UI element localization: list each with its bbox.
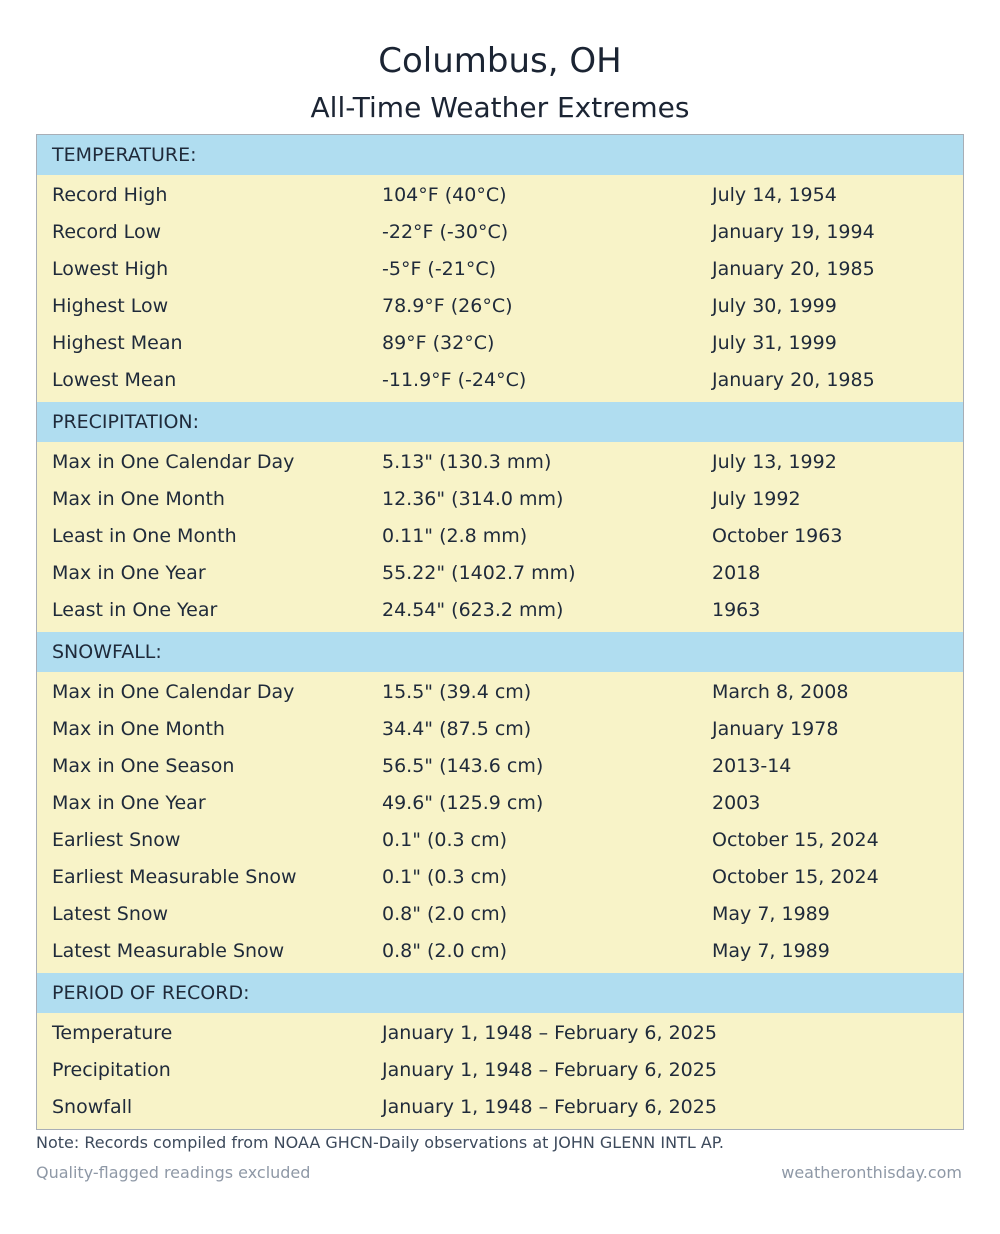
quality-note: Quality-flagged readings excluded <box>36 1163 311 1182</box>
record-label: Record High <box>52 184 168 206</box>
record-value: January 1, 1948 – February 6, 2025 <box>382 1059 717 1081</box>
record-label: Latest Measurable Snow <box>52 940 285 962</box>
record-date: January 1978 <box>712 718 839 740</box>
record-value: 12.36" (314.0 mm) <box>382 488 564 510</box>
section-header-snowfall: SNOWFALL: <box>37 632 963 672</box>
record-label: Earliest Snow <box>52 829 181 851</box>
record-date: 2013-14 <box>712 755 792 777</box>
table-row <box>37 711 963 748</box>
record-date: May 7, 1989 <box>712 903 830 925</box>
record-value: 0.1" (0.3 cm) <box>382 866 508 888</box>
record-label: Least in One Month <box>52 525 237 547</box>
table-row <box>37 785 963 822</box>
section-body-period-of-record <box>37 1013 963 1129</box>
table-row <box>37 362 963 399</box>
record-label: Max in One Calendar Day <box>52 681 295 703</box>
record-date: October 1963 <box>712 525 843 547</box>
section-header-temperature: TEMPERATURE: <box>37 135 963 175</box>
table-row <box>37 555 963 592</box>
table-row <box>37 933 963 970</box>
section-body-snowfall <box>37 672 963 973</box>
table-row <box>37 325 963 362</box>
record-value: -22°F (-30°C) <box>382 221 509 243</box>
record-value: -5°F (-21°C) <box>382 258 497 280</box>
table-row <box>37 1089 963 1126</box>
table-row <box>37 674 963 711</box>
record-date: March 8, 2008 <box>712 681 849 703</box>
record-date: 1963 <box>712 599 761 621</box>
record-label: Earliest Measurable Snow <box>52 866 297 888</box>
record-label: Max in One Year <box>52 562 206 584</box>
record-date: May 7, 1989 <box>712 940 830 962</box>
table-row <box>37 288 963 325</box>
record-value: 0.8" (2.0 cm) <box>382 940 508 962</box>
record-date: 2003 <box>712 792 761 814</box>
record-date: October 15, 2024 <box>712 866 879 888</box>
record-label: Max in One Calendar Day <box>52 451 295 473</box>
records-table <box>36 134 964 1130</box>
record-date: July 13, 1992 <box>712 451 837 473</box>
table-row <box>37 748 963 785</box>
section-header-period-of-record: PERIOD OF RECORD: <box>37 973 963 1013</box>
table-row <box>37 444 963 481</box>
record-value: 24.54" (623.2 mm) <box>382 599 564 621</box>
page-title: Columbus, OH <box>378 41 622 81</box>
section-header-precipitation: PRECIPITATION: <box>37 402 963 442</box>
record-label: Max in One Season <box>52 755 235 777</box>
record-date: July 30, 1999 <box>712 295 837 317</box>
table-row <box>37 822 963 859</box>
record-value: 49.6" (125.9 cm) <box>382 792 544 814</box>
record-value: 104°F (40°C) <box>382 184 507 206</box>
record-date: January 20, 1985 <box>712 258 875 280</box>
record-value: 78.9°F (26°C) <box>382 295 513 317</box>
table-row <box>37 592 963 629</box>
table-row <box>37 214 963 251</box>
record-value: 5.13" (130.3 mm) <box>382 451 552 473</box>
record-date: July 1992 <box>712 488 801 510</box>
site-credit: weatheronthisday.com <box>781 1163 962 1182</box>
record-label: Temperature <box>52 1022 173 1044</box>
record-label: Least in One Year <box>52 599 218 621</box>
table-row <box>37 896 963 933</box>
record-label: Lowest Mean <box>52 369 177 391</box>
page-subtitle: All-Time Weather Extremes <box>310 91 690 124</box>
table-row <box>37 859 963 896</box>
record-value: 55.22" (1402.7 mm) <box>382 562 576 584</box>
record-value: 15.5" (39.4 cm) <box>382 681 532 703</box>
record-label: Lowest High <box>52 258 169 280</box>
record-value: 34.4" (87.5 cm) <box>382 718 532 740</box>
record-value: January 1, 1948 – February 6, 2025 <box>382 1022 717 1044</box>
record-value: 0.1" (0.3 cm) <box>382 829 508 851</box>
record-label: Latest Snow <box>52 903 169 925</box>
record-date: January 20, 1985 <box>712 369 875 391</box>
record-date: July 14, 1954 <box>712 184 837 206</box>
record-value: January 1, 1948 – February 6, 2025 <box>382 1096 717 1118</box>
record-value: 0.8" (2.0 cm) <box>382 903 508 925</box>
table-row <box>37 1015 963 1052</box>
record-date: January 19, 1994 <box>712 221 875 243</box>
table-row <box>37 1052 963 1089</box>
source-note: Note: Records compiled from NOAA GHCN-Daily observations at JOHN GLENN INTL AP. <box>36 1133 724 1152</box>
record-value: 56.5" (143.6 cm) <box>382 755 544 777</box>
record-label: Snowfall <box>52 1096 133 1118</box>
table-row <box>37 251 963 288</box>
record-label: Highest Low <box>52 295 169 317</box>
record-value: 89°F (32°C) <box>382 332 495 354</box>
section-body-temperature <box>37 175 963 402</box>
record-label: Max in One Month <box>52 488 225 510</box>
record-date: July 31, 1999 <box>712 332 837 354</box>
record-label: Max in One Month <box>52 718 225 740</box>
table-row <box>37 481 963 518</box>
table-row <box>37 177 963 214</box>
record-label: Precipitation <box>52 1059 171 1081</box>
record-date: October 15, 2024 <box>712 829 879 851</box>
record-date: 2018 <box>712 562 761 584</box>
section-body-precipitation <box>37 442 963 632</box>
record-value: -11.9°F (-24°C) <box>382 369 527 391</box>
record-label: Highest Mean <box>52 332 183 354</box>
record-value: 0.11" (2.8 mm) <box>382 525 528 547</box>
table-row <box>37 518 963 555</box>
record-label: Record Low <box>52 221 162 243</box>
record-label: Max in One Year <box>52 792 206 814</box>
